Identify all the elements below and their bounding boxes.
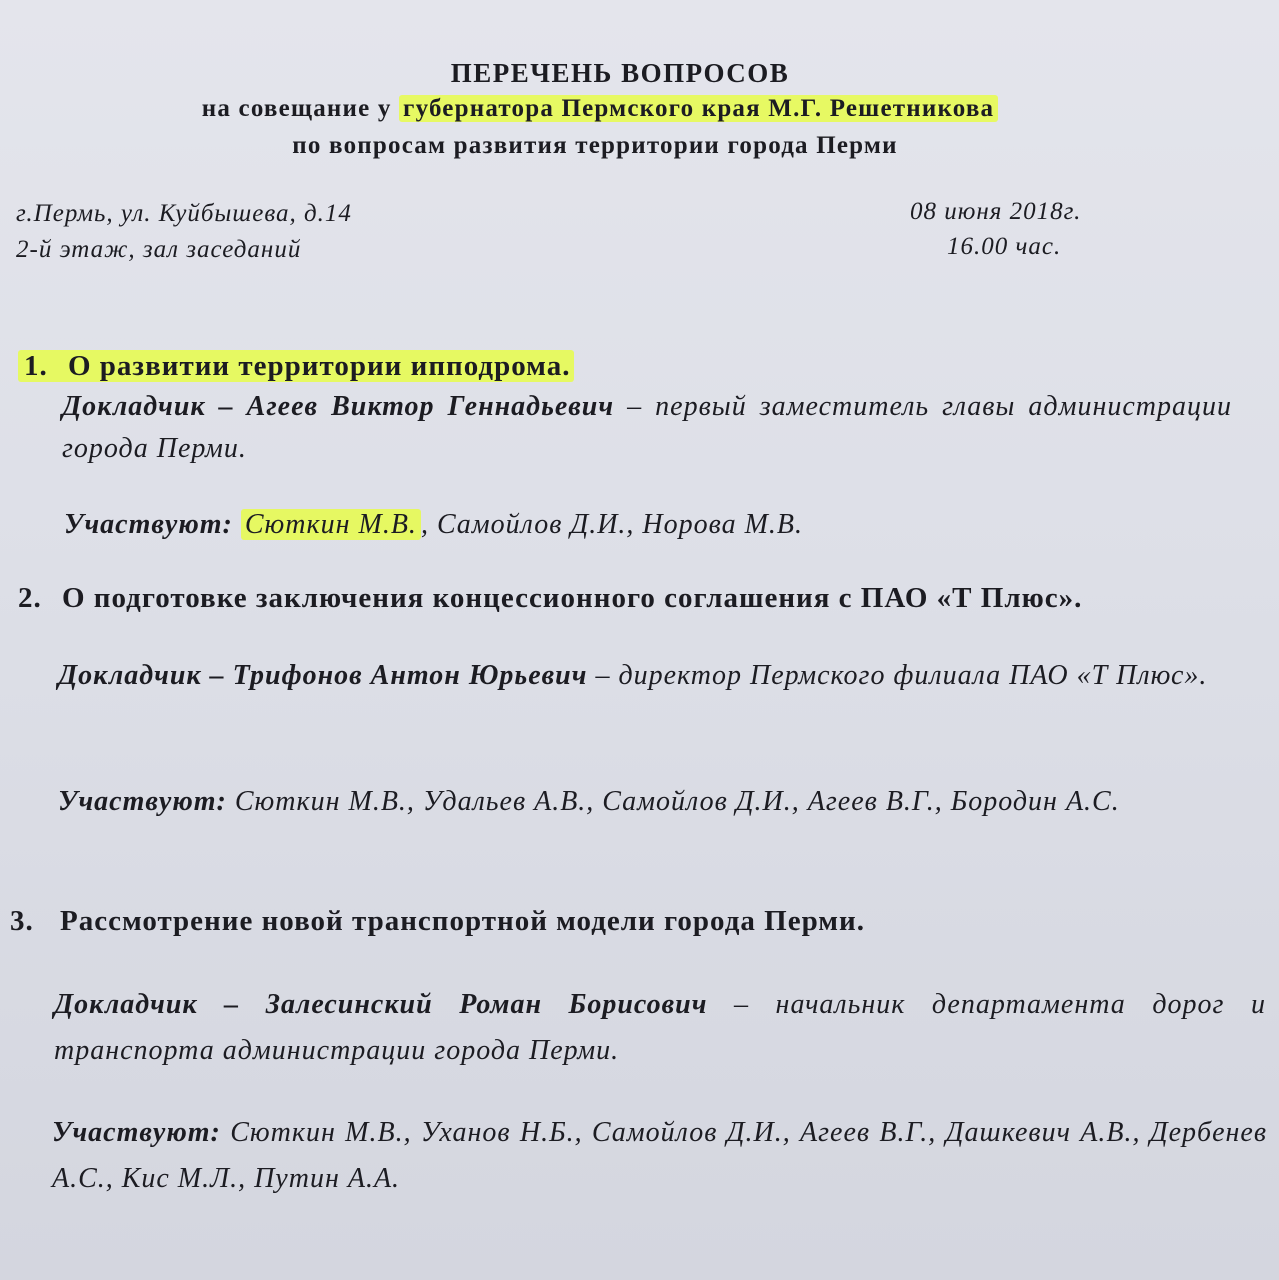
document-title: ПЕРЕЧЕНЬ ВОПРОСОВ <box>450 58 790 88</box>
meeting-address: г.Пермь, ул. Куйбышева, д.14 <box>16 200 352 227</box>
item-1-title-highlight <box>18 350 574 382</box>
agenda-item-3-title <box>10 905 865 938</box>
item-1-speaker-label: Докладчик – Агеев Виктор Геннадьевич <box>62 391 615 422</box>
agenda-item-3-participants <box>52 1110 1267 1202</box>
document-subtitle-line2: по вопросам развития территории города Перми <box>292 132 898 159</box>
item-3-number: 3. <box>10 905 34 937</box>
item-2-number: 2. <box>18 582 42 614</box>
meeting-date: 08 июня 2018г. <box>910 198 1082 225</box>
agenda-item-2-participants <box>58 780 1253 824</box>
document-subtitle-line1 <box>0 95 1200 123</box>
subtitle-highlight: губернатора Пермского края М.Г. Решетникова <box>399 95 998 122</box>
item-1-number: 1. <box>24 350 48 382</box>
item-3-speaker-role: – начальник департамента дорог и транспорта администрации города Перми. <box>54 989 1266 1066</box>
item-3-participants-label: Участвуют: <box>52 1117 221 1148</box>
agenda-item-3-speaker <box>54 982 1266 1074</box>
item-1-speaker-role: – первый заместитель главы администрации города Перми. <box>62 391 1233 464</box>
item-1-title-text: О развитии территории ипподрома. <box>68 350 571 382</box>
subtitle-prefix: на совещание у <box>201 95 400 122</box>
meeting-time: 16.00 час. <box>947 233 1062 260</box>
item-3-participants-list: Сюткин М.В., Уханов Н.Б., Самойлов Д.И., Агеев В.Г., Дашкевич А.В., Дербенев А.С., Кис М.Л., Путин А.А. <box>52 1117 1267 1194</box>
agenda-item-2-speaker <box>58 655 1248 697</box>
item-1-participants-label: Участвуют: <box>64 509 233 540</box>
item-2-speaker-role: – директор Пермского филиала ПАО «Т Плюс». <box>587 660 1208 691</box>
agenda-item-2-title <box>18 582 1082 615</box>
item-3-speaker-label: Докладчик – Залесинский Роман Борисович <box>54 989 708 1020</box>
agenda-item-1-title <box>18 350 574 383</box>
agenda-item-1-participants <box>64 504 1234 546</box>
item-1-participants-rest: , Самойлов Д.И., Норова М.В. <box>420 509 804 540</box>
item-3-title-text: Рассмотрение новой транспортной модели города Перми. <box>60 905 865 937</box>
meeting-room: 2-й этаж, зал заседаний <box>16 236 302 263</box>
item-1-participants-highlight: Сюткин М.В. <box>241 509 421 540</box>
item-2-participants-list: Сюткин М.В., Удальев А.В., Самойлов Д.И., Агеев В.Г., Бородин А.С. <box>234 786 1120 817</box>
item-2-title-text: О подготовке заключения концессионного соглашения с ПАО «Т Плюс». <box>62 582 1083 614</box>
item-2-participants-label: Участвуют: <box>58 786 227 817</box>
agenda-item-1-speaker <box>62 386 1232 470</box>
item-2-speaker-label: Докладчик – Трифонов Антон Юрьевич <box>58 660 588 691</box>
